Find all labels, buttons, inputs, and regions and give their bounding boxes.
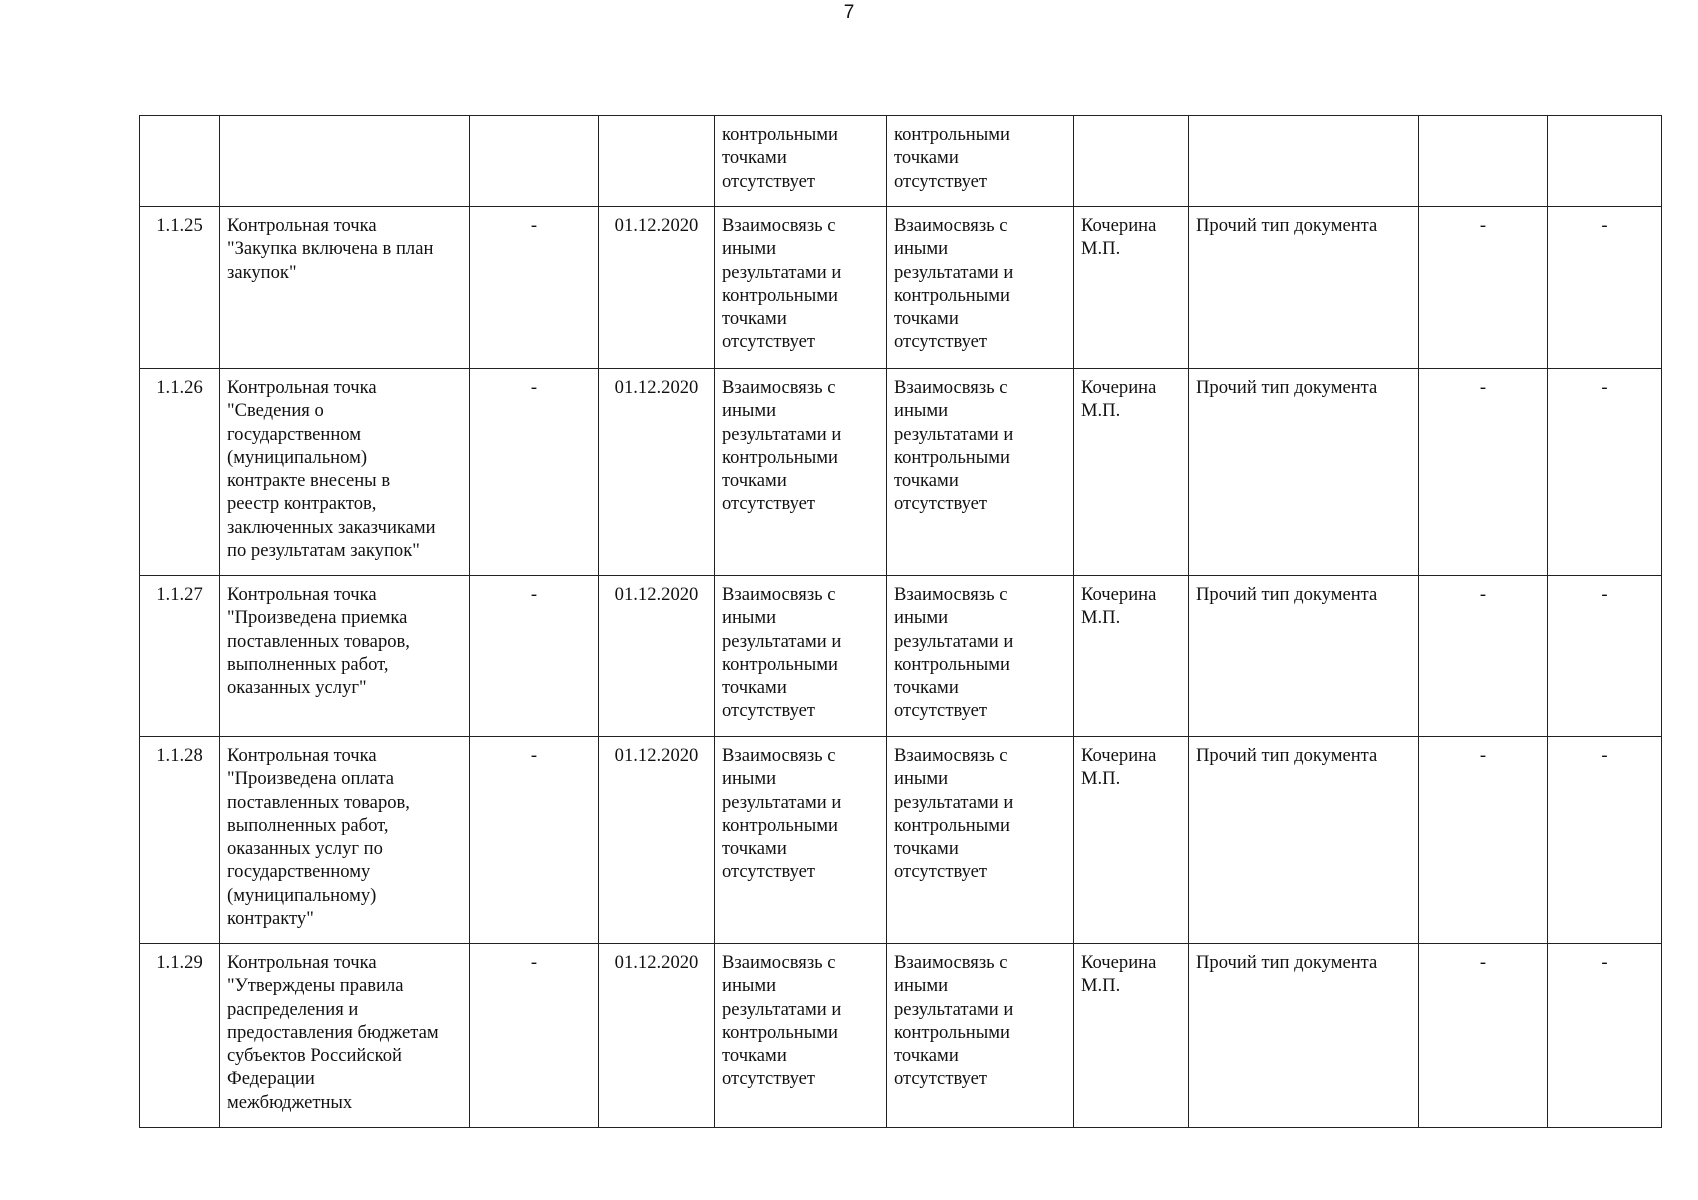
cell-name: Контрольная точка "Закупка включена в план закупок" — [220, 207, 470, 369]
cell-doc-type — [1189, 116, 1419, 207]
cell-doc-type: Прочий тип документа — [1189, 737, 1419, 944]
cell-end: 01.12.2020 — [599, 369, 715, 576]
cell-level: - — [1419, 576, 1548, 737]
cell-predecessors: Взаимосвязь с иными результатами и контрольными точками отсутствует — [715, 207, 887, 369]
cell-start: - — [470, 576, 599, 737]
cell-number: 1.1.25 — [140, 207, 220, 369]
cell-extra: - — [1548, 369, 1662, 576]
cell-end: 01.12.2020 — [599, 737, 715, 944]
table-row — [140, 576, 1662, 737]
cell-responsible: Кочерина М.П. — [1074, 576, 1189, 737]
cell-end: 01.12.2020 — [599, 207, 715, 369]
table-row-continuation — [140, 116, 1662, 207]
cell-end — [599, 116, 715, 207]
cell-predecessors: Взаимосвязь с иными результатами и контрольными точками отсутствует — [715, 369, 887, 576]
cell-extra: - — [1548, 576, 1662, 737]
cell-successors: Взаимосвязь с иными результатами и контрольными точками отсутствует — [887, 369, 1074, 576]
cell-responsible: Кочерина М.П. — [1074, 207, 1189, 369]
cell-level: - — [1419, 369, 1548, 576]
cell-number: 1.1.28 — [140, 737, 220, 944]
cell-start: - — [470, 944, 599, 1128]
cell-doc-type: Прочий тип документа — [1189, 369, 1419, 576]
table-row — [140, 369, 1662, 576]
cell-extra: - — [1548, 944, 1662, 1128]
cell-predecessors: Взаимосвязь с иными результатами и контрольными точками отсутствует — [715, 737, 887, 944]
cell-responsible: Кочерина М.П. — [1074, 737, 1189, 944]
cell-successors: Взаимосвязь с иными результатами и контрольными точками отсутствует — [887, 207, 1074, 369]
cell-end: 01.12.2020 — [599, 944, 715, 1128]
cell-responsible: Кочерина М.П. — [1074, 369, 1189, 576]
cell-start: - — [470, 207, 599, 369]
cell-name: Контрольная точка "Произведена оплата поставленных товаров, выполненных работ, оказанных услуг по государственному (муниципальному) контракту" — [220, 737, 470, 944]
cell-responsible — [1074, 116, 1189, 207]
cell-end: 01.12.2020 — [599, 576, 715, 737]
cell-start: - — [470, 369, 599, 576]
table-row — [140, 737, 1662, 944]
cell-level: - — [1419, 944, 1548, 1128]
cell-number: 1.1.29 — [140, 944, 220, 1128]
cell-extra: - — [1548, 737, 1662, 944]
cell-doc-type: Прочий тип документа — [1189, 207, 1419, 369]
table-row — [140, 944, 1662, 1128]
cell-successors: Взаимосвязь с иными результатами и контрольными точками отсутствует — [887, 944, 1074, 1128]
cell-successors: контрольными точками отсутствует — [887, 116, 1074, 207]
cell-doc-type: Прочий тип документа — [1189, 576, 1419, 737]
cell-name: Контрольная точка "Произведена приемка поставленных товаров, выполненных работ, оказанных услуг" — [220, 576, 470, 737]
cell-name: Контрольная точка "Сведения о государственном (муниципальном) контракте внесены в реестр контрактов, заключенных заказчиками по результатам закупок" — [220, 369, 470, 576]
cell-level: - — [1419, 207, 1548, 369]
cell-extra: - — [1548, 207, 1662, 369]
page-number: 7 — [843, 2, 855, 23]
control-points-table — [139, 115, 1662, 1128]
cell-name: Контрольная точка "Утверждены правила распределения и предоставления бюджетам субъектов Российской Федерации межбюджетных — [220, 944, 470, 1128]
cell-number — [140, 116, 220, 207]
cell-name — [220, 116, 470, 207]
cell-doc-type: Прочий тип документа — [1189, 944, 1419, 1128]
cell-extra — [1548, 116, 1662, 207]
cell-successors: Взаимосвязь с иными результатами и контрольными точками отсутствует — [887, 737, 1074, 944]
table-row — [140, 207, 1662, 369]
cell-level: - — [1419, 737, 1548, 944]
cell-predecessors: контрольными точками отсутствует — [715, 116, 887, 207]
cell-number: 1.1.26 — [140, 369, 220, 576]
cell-start — [470, 116, 599, 207]
cell-responsible: Кочерина М.П. — [1074, 944, 1189, 1128]
cell-start: - — [470, 737, 599, 944]
cell-number: 1.1.27 — [140, 576, 220, 737]
cell-level — [1419, 116, 1548, 207]
cell-predecessors: Взаимосвязь с иными результатами и контрольными точками отсутствует — [715, 944, 887, 1128]
cell-successors: Взаимосвязь с иными результатами и контрольными точками отсутствует — [887, 576, 1074, 737]
cell-predecessors: Взаимосвязь с иными результатами и контрольными точками отсутствует — [715, 576, 887, 737]
